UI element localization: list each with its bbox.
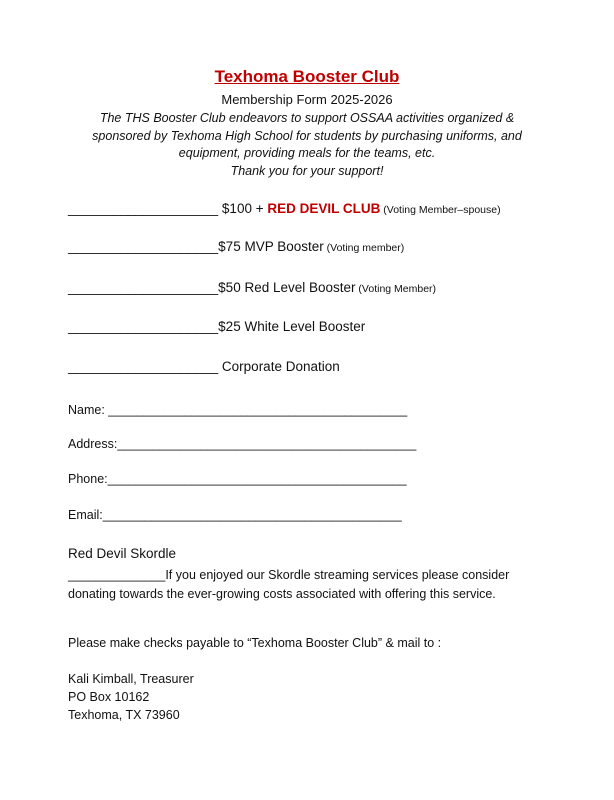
tier-note: (Voting Member–spouse) [380,204,501,216]
tier-amount: $50 Red Level Booster [218,280,356,295]
intro-line: Thank you for your support! [230,163,384,178]
tier-corporate-donation [68,359,340,374]
tier-note: (Voting member) [323,242,405,254]
name-input-line[interactable]: ___________________________________________ [108,403,408,417]
email-field [68,508,402,522]
tier-blank-line[interactable]: ____________________ [68,280,219,295]
tier-red-level-booster [68,280,436,295]
phone-input-line[interactable]: ___________________________________________ [107,472,407,486]
name-field [68,403,407,417]
skordle-blank-line[interactable]: ______________ [68,568,166,582]
address-line: Texhoma, TX 73960 [68,708,180,722]
tier-amount: Corporate Donation [218,359,340,374]
tier-highlight: RED DEVIL CLUB [267,201,381,216]
form-title: Texhoma Booster Club [214,67,400,86]
field-label: Email: [68,508,103,522]
checks-instruction: Please make checks payable to “Texhoma Booster Club” & mail to : [68,636,442,650]
tier-red-devil-club [68,201,501,216]
email-input-line[interactable]: ___________________________________________ [102,508,402,522]
tier-white-level-booster [68,319,365,334]
intro-line: sponsored by Texhoma High School for students by purchasing uniforms, and [92,128,522,143]
phone-field [68,472,407,486]
address-line: PO Box 10162 [68,690,150,704]
tier-note: (Voting Member) [355,283,437,295]
intro-line: The THS Booster Club endeavors to support OSSAA activities organized & [99,111,515,125]
skordle-paragraph [68,566,538,604]
tier-blank-line[interactable]: ____________________ [68,359,219,374]
tier-mvp-booster [68,239,404,254]
tier-amount: $100 + [218,201,268,216]
address-input-line[interactable]: ___________________________________________ [117,437,417,451]
address-line: Kali Kimball, Treasurer [68,672,194,686]
intro-line: equipment, providing meals for the teams, etc. [178,146,436,160]
field-label: Address: [68,437,118,451]
tier-amount: $75 MVP Booster [218,239,324,254]
mailing-address [68,670,194,724]
tier-blank-line[interactable]: ____________________ [68,319,219,334]
tier-amount: $25 White Level Booster [218,319,366,334]
skordle-heading: Red Devil Skordle [68,546,177,561]
form-subtitle: Membership Form 2025-2026 [221,92,393,107]
field-label: Name: [68,403,109,417]
tier-blank-line[interactable]: ____________________ [68,201,219,216]
intro-text [40,110,574,180]
tier-blank-line[interactable]: ____________________ [68,239,219,254]
address-field [68,437,416,451]
skordle-text: If you enjoyed our Skordle streaming services please consider donating towards the ever-growing costs associated with offering this service. [68,568,510,601]
field-label: Phone: [68,472,108,486]
